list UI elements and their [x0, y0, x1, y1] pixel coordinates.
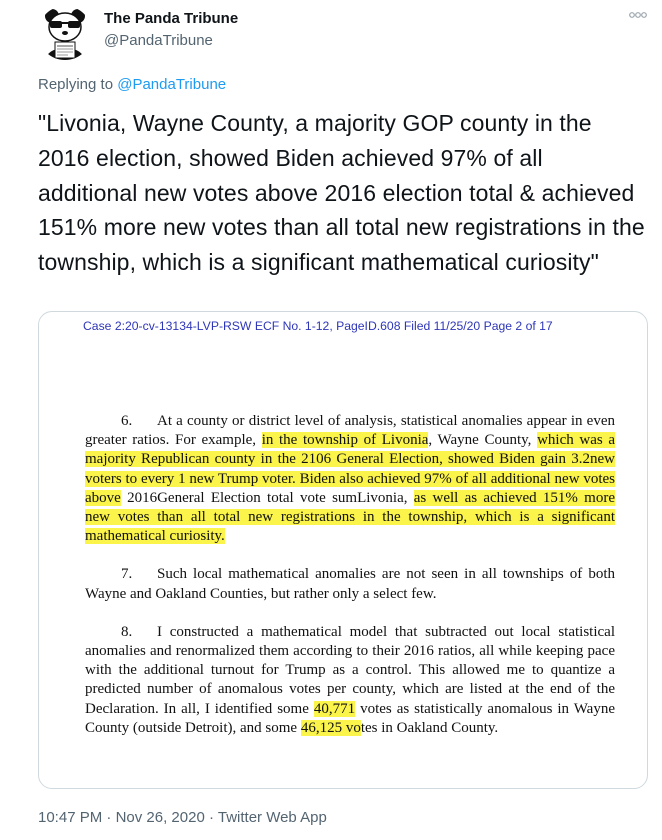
account-name[interactable]: The Panda Tribune: [104, 10, 239, 27]
tweet-header: [0, 0, 662, 70]
tweet-date[interactable]: Nov 26, 2020: [115, 809, 205, 826]
paragraph-number: 6.: [121, 413, 133, 429]
highlighted-text: in the township of Livonia: [261, 432, 429, 449]
replying-prefix: Replying to: [38, 76, 118, 93]
document-header: Case 2:20-cv-13134-LVP-RSW ECF No. 1-12, PageID.608 Filed 11/25/20 Page 2 of 17: [83, 319, 553, 333]
document-image[interactable]: [38, 311, 648, 789]
paragraph-number: 7.: [121, 566, 133, 583]
paragraph-text: tes in Oakland County.: [360, 719, 499, 736]
paragraph-text: , Wayne County,: [428, 432, 538, 449]
highlighted-text: as well as achieved 151% more new votes than all total new registrations in the township, which is a significant mathematical curiosity.: [85, 489, 615, 545]
more-options-icon[interactable]: [628, 9, 648, 21]
replying-to: [38, 76, 226, 93]
paragraph-number: 8.: [121, 623, 133, 640]
paragraph-text: 2016General Election total vote sumLivonia,: [120, 489, 414, 506]
panda-avatar[interactable]: [38, 6, 92, 60]
tweet-text: "Livonia, Wayne County, a majority GOP county in the 2016 election, showed Biden achieved 97% of all additional new votes above 2016 election total & achieved 151% more new votes than all total new registrations in the township, which is a significant mathematical curiosity": [38, 110, 645, 276]
paragraph-text: At a county or district level of analysis, statistical anomalies appear in even greater ratios. For example,: [85, 413, 615, 449]
paragraph-text: votes as statistically anomalous in Wayne County (outside Detroit), and some: [85, 700, 616, 736]
paragraph-text: Such local mathematical anomalies are not seen in all townships of both Wayne and Oakland Counties, but rather only a select few.: [85, 566, 615, 602]
highlighted-text: which was a majority Republican county in the 2106 General Election, showed Biden gain 3.2new voters to every 1 new Trump voter. Biden also achieved 97% of all additional new votes above: [85, 432, 615, 506]
tweet-source[interactable]: Twitter Web App: [217, 809, 327, 826]
footer-separator: ·: [204, 809, 218, 826]
account-handle[interactable]: @PandaTribune: [104, 32, 213, 49]
panda-icon: [38, 6, 92, 60]
highlighted-text: 40,771: [313, 700, 356, 717]
document-paragraph: [85, 412, 615, 546]
tweet-time[interactable]: 10:47 PM: [38, 809, 103, 826]
replying-handle-link[interactable]: @PandaTribune: [117, 76, 227, 93]
footer-separator: ·: [102, 809, 116, 826]
tweet-footer: [38, 809, 327, 826]
paragraph-text: I constructed a mathematical model that subtracted out local statistical anomalies and renormalized them according to their 2016 ratios, all while keeping pace with the additional turnout for Trump as a control. This allowed me to quantize a predicted number of anomalous votes per county, which are listed at the end of the Declaration. In all, I identified some: [85, 623, 615, 717]
highlighted-text: 46,125 vo: [300, 719, 361, 736]
document-paragraph: [85, 565, 615, 603]
document-paragraph: [85, 623, 615, 738]
document-body: [85, 412, 615, 738]
